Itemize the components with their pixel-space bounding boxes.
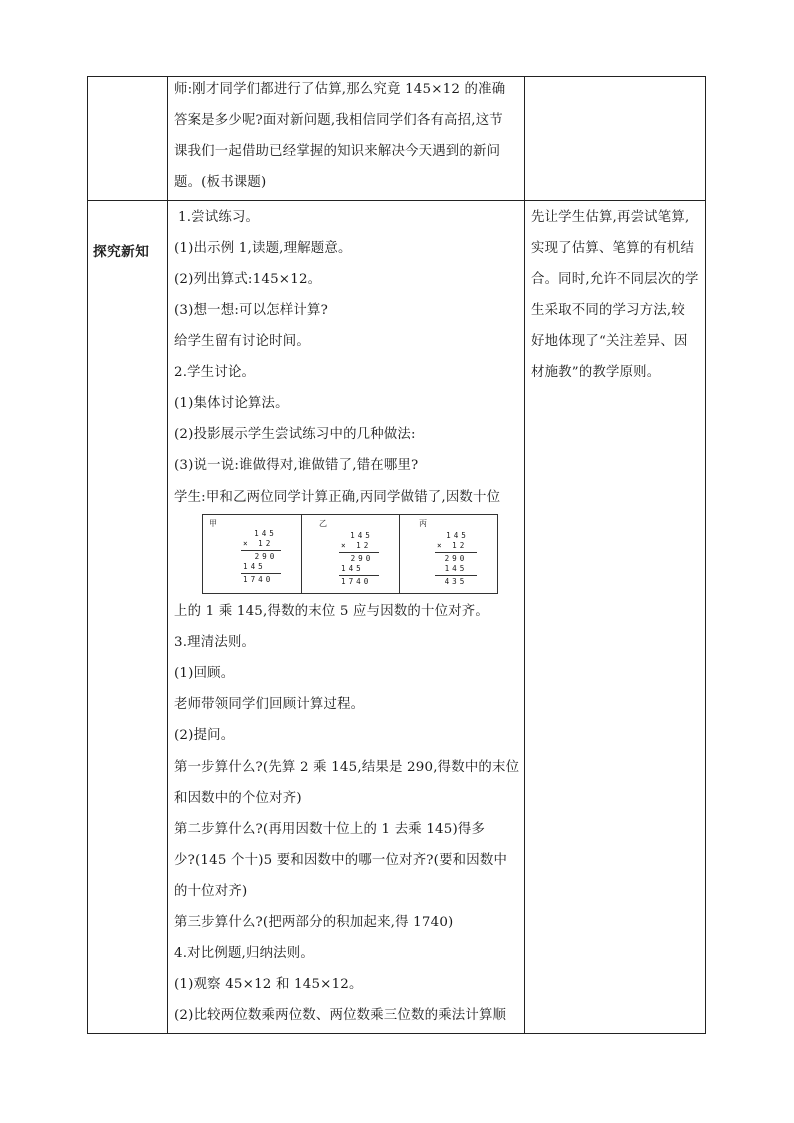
table-right-border — [705, 76, 706, 1034]
calc-row: 290 — [437, 554, 468, 563]
content-line: 1.尝试练习。 — [178, 210, 260, 225]
content-line: 4.对比例题,归纳法则。 — [174, 946, 314, 961]
remark-line: 材施教”的教学原则。 — [531, 365, 661, 380]
column-divider-1 — [167, 76, 168, 1034]
panel-name: 乙 — [319, 519, 327, 528]
panel-name: 甲 — [209, 519, 217, 528]
content-line: 3.理清法则。 — [174, 635, 256, 650]
content-line: 第三步算什么?(把两部分的积加起来,得 1740) — [174, 915, 454, 930]
calc-row: × 12 — [243, 539, 274, 548]
remark-line: 好地体现了“关注差异、因 — [531, 334, 688, 349]
intro-line: 答案是多少呢?面对新问题,我相信同学们各有高招,这节 — [174, 113, 503, 128]
content-line: (3)想一想:可以怎样计算? — [174, 303, 328, 318]
calc-row: × 12 — [437, 541, 468, 550]
column-divider-2 — [524, 76, 525, 1034]
content-line: 上的 1 乘 145,得数的末位 5 应与因数的十位对齐。 — [174, 604, 489, 619]
figure-panel-yi — [301, 515, 399, 593]
content-line: 2.学生讨论。 — [174, 365, 256, 380]
content-line: (3)说一说:谁做得对,谁做错了,错在哪里? — [174, 458, 419, 473]
calc-row: 435 — [437, 577, 468, 586]
remark-line: 生采取不同的学习方法,较 — [531, 303, 685, 318]
calculation-figure — [202, 514, 498, 594]
content-line: (2)列出算式:145×12。 — [174, 272, 322, 287]
content-line: (2)比较两位数乘两位数、两位数乘三位数的乘法计算顺 — [174, 1008, 507, 1023]
calc-row: 145 — [437, 564, 468, 573]
calc-rule — [241, 550, 281, 551]
content-line: 给学生留有讨论时间。 — [174, 334, 310, 349]
intro-line: 师:刚才同学们都进行了估算,那么究竟 145×12 的准确 — [174, 82, 506, 97]
content-line: (2)提问。 — [174, 728, 235, 743]
content-line: 老师带领同学们回顾计算过程。 — [174, 697, 365, 712]
content-line: (1)出示例 1,读题,理解题意。 — [174, 241, 352, 256]
content-line: 的十位对齐) — [174, 884, 248, 899]
calc-row: 145 — [431, 531, 469, 540]
calc-rule — [435, 552, 477, 553]
calc-row: 290 — [247, 552, 278, 561]
section-label: 探究新知 — [93, 244, 150, 260]
calc-row: 145 — [341, 564, 364, 573]
panel-name: 丙 — [419, 519, 427, 528]
calc-row: 145 — [239, 529, 277, 538]
calc-rule — [339, 552, 379, 553]
content-line: 学生:甲和乙两位同学计算正确,丙同学做错了,因数十位 — [174, 490, 501, 505]
calc-row: 145 — [243, 562, 266, 571]
calc-row: 145 — [335, 531, 373, 540]
content-line: (1)集体讨论算法。 — [174, 396, 289, 411]
calc-rule — [241, 573, 281, 574]
content-line: (1)回顾。 — [174, 666, 235, 681]
intro-line: 课我们一起借助已经掌握的知识来解决今天遇到的新问 — [174, 144, 501, 159]
figure-panel-jia — [203, 515, 301, 593]
content-line: 少?(145 个十)5 要和因数中的哪一位对齐?(要和因数中 — [174, 853, 508, 868]
row-divider — [87, 200, 706, 201]
content-line: 和因数中的个位对齐) — [174, 791, 302, 806]
calc-row: 1740 — [243, 575, 274, 584]
calc-rule — [435, 575, 477, 576]
table-bottom-border — [87, 1033, 706, 1034]
content-line: (1)观察 45×12 和 145×12。 — [174, 977, 363, 992]
calc-rule — [339, 575, 379, 576]
figure-panel-bing — [399, 515, 497, 593]
remark-line: 合。同时,允许不同层次的学 — [531, 272, 699, 287]
intro-line: 题。(板书课题) — [174, 175, 267, 190]
remark-line: 实现了估算、笔算的有机结 — [531, 241, 695, 256]
content-line: 第二步算什么?(再用因数十位上的 1 去乘 145)得多 — [174, 822, 486, 837]
remark-line: 先让学生估算,再尝试笔算, — [531, 210, 690, 225]
calc-row: 1740 — [341, 577, 372, 586]
content-line: (2)投影展示学生尝试练习中的几种做法: — [174, 427, 416, 442]
calc-row: × 12 — [341, 541, 372, 550]
calc-row: 290 — [343, 554, 374, 563]
content-line: 第一步算什么?(先算 2 乘 145,结果是 290,得数中的末位 — [174, 760, 520, 775]
table-left-border — [87, 76, 88, 1034]
